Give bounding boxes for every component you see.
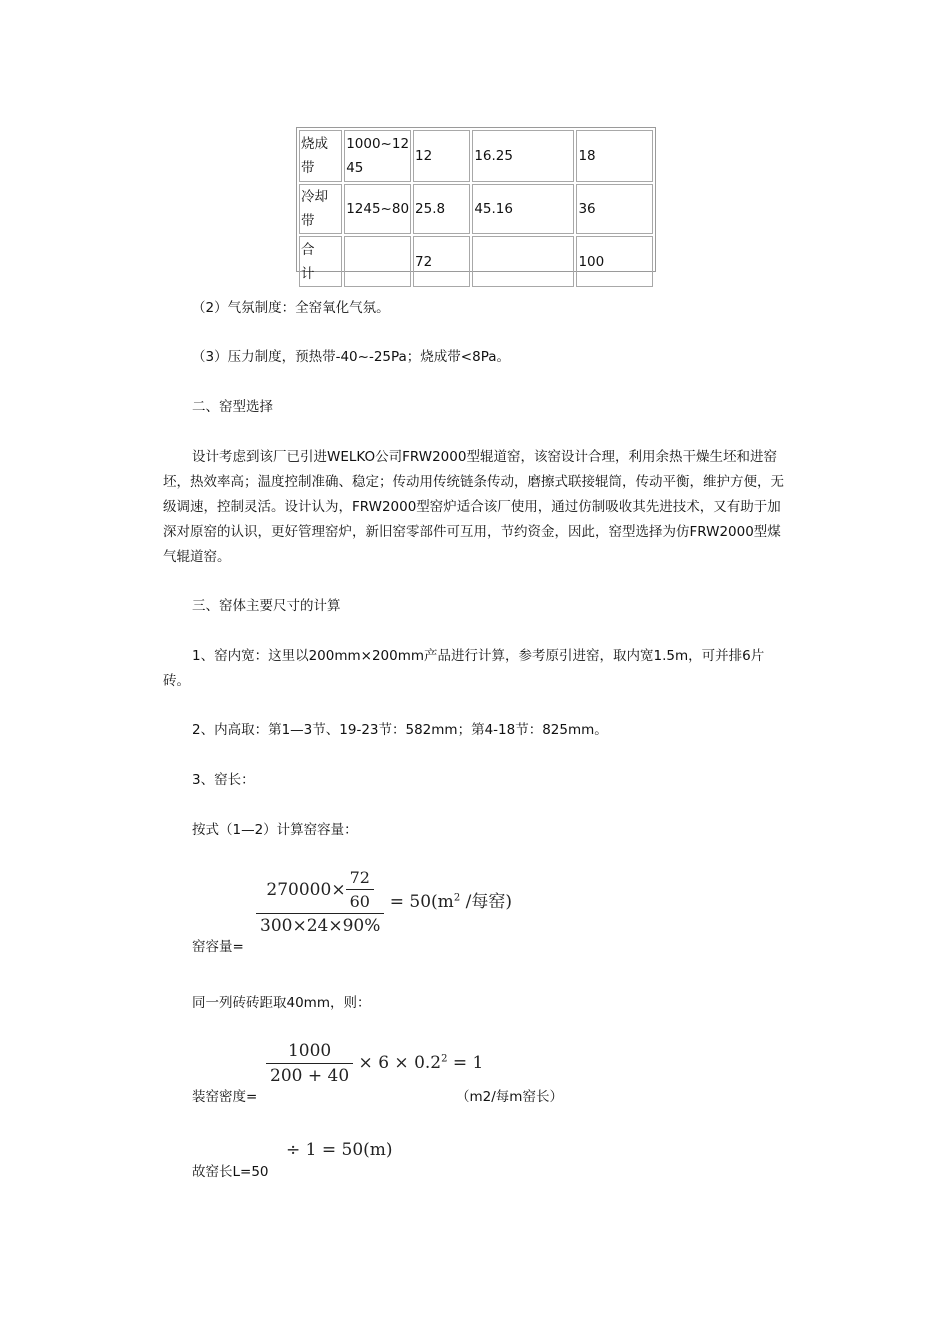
formula-term: = 1	[447, 1053, 484, 1073]
formula-term: 72	[349, 868, 370, 887]
density-formula	[266, 1041, 483, 1086]
table-cell: 12	[413, 130, 470, 182]
density-unit: （m2/每m窑长）	[456, 1089, 563, 1105]
inner-width-paragraph: 1、窑内宽：这里以200mm×200mm产品进行计算，参考原引进窑，取内宽1.5m，可并排6片砖。	[163, 648, 765, 689]
formula-term: × 6 × 0.2	[358, 1053, 442, 1073]
table-cell	[472, 236, 574, 287]
cell-line: 合	[301, 241, 315, 258]
kiln-selection-paragraph: 设计考虑到该厂已引进WELKO公司FRW2000型辊道窑，该窑设计合理，利用余热干燥生坯和进窑坯，热效率高；温度控制准确、稳定；传动用传统链条传动，磨擦式联接辊筒，传动平衡，维护方便，无级调速，控制灵活。设计认为，FRW2000型窑炉适合该厂使用，通过仿制吸收其先进技术，又有助于加深对原窑的认识，更好管理窑炉，新旧窑零部件可互用，节约资金，因此，窑型选择为仿FRW2000型煤气辊道窑。	[163, 449, 784, 565]
formula-result	[390, 892, 512, 912]
brick-spacing-paragraph: 同一列砖砖距取40mm，则：	[192, 995, 371, 1011]
table-cell: 45.16	[472, 184, 574, 234]
kiln-zone-table	[296, 127, 656, 282]
section-heading-dimensions: 三、窑体主要尺寸的计算	[192, 598, 341, 614]
table-cell	[344, 236, 411, 287]
table-cell: 冷却带	[299, 184, 342, 234]
inner-height-paragraph: 2、内高取：第1—3节、19-23节：582mm；第4-18节：825mm。	[192, 722, 608, 738]
formula-term: 200 + 40	[266, 1063, 353, 1086]
formula-term: 1000	[287, 1041, 332, 1061]
table-cell: 25.8	[413, 184, 470, 234]
formula-intro: 按式（1—2）计算窑容量：	[192, 822, 358, 838]
table-cell: 烧成带	[299, 130, 342, 182]
zone-table-grid	[297, 128, 655, 289]
cell-line: 45	[346, 160, 364, 176]
kiln-length-heading: 3、窑长：	[192, 772, 255, 788]
formula-term: 60	[346, 889, 374, 911]
table-row	[299, 236, 653, 287]
table-cell: 18	[576, 130, 653, 182]
table-row	[299, 130, 653, 182]
formula-term: /每窑)	[460, 891, 512, 912]
section-heading-kiln-type: 二、窑型选择	[192, 399, 273, 415]
table-cell	[344, 130, 411, 182]
table-cell: 100	[576, 236, 653, 287]
pressure-paragraph: （3）压力制度，预热带-40~-25Pa；烧成带<8Pa。	[192, 349, 511, 365]
length-label: 故窑长L=50	[192, 1164, 269, 1180]
cell-line: 计	[301, 265, 315, 282]
table-cell: 1245~80	[344, 184, 411, 234]
atmosphere-paragraph: （2）气氛制度：全窑氧化气氛。	[192, 300, 390, 316]
table-cell: 36	[576, 184, 653, 234]
formula-term: = 50(m	[389, 891, 454, 912]
table-cell: 16.25	[472, 130, 574, 182]
formula-superscript: 2	[453, 891, 461, 903]
capacity-label: 窑容量=	[192, 939, 244, 955]
table-row	[299, 184, 653, 234]
cell-line: 1000~12	[346, 136, 410, 152]
capacity-formula	[256, 868, 512, 936]
formula-term: 270000×	[266, 879, 346, 900]
table-cell: 72	[413, 236, 470, 287]
length-formula: ÷ 1 = 50(m)	[286, 1140, 393, 1160]
table-cell	[299, 236, 342, 287]
formula-term: 300×24×90%	[256, 913, 384, 936]
formula-superscript: 2	[441, 1053, 448, 1065]
density-label: 装窑密度=	[192, 1089, 258, 1105]
